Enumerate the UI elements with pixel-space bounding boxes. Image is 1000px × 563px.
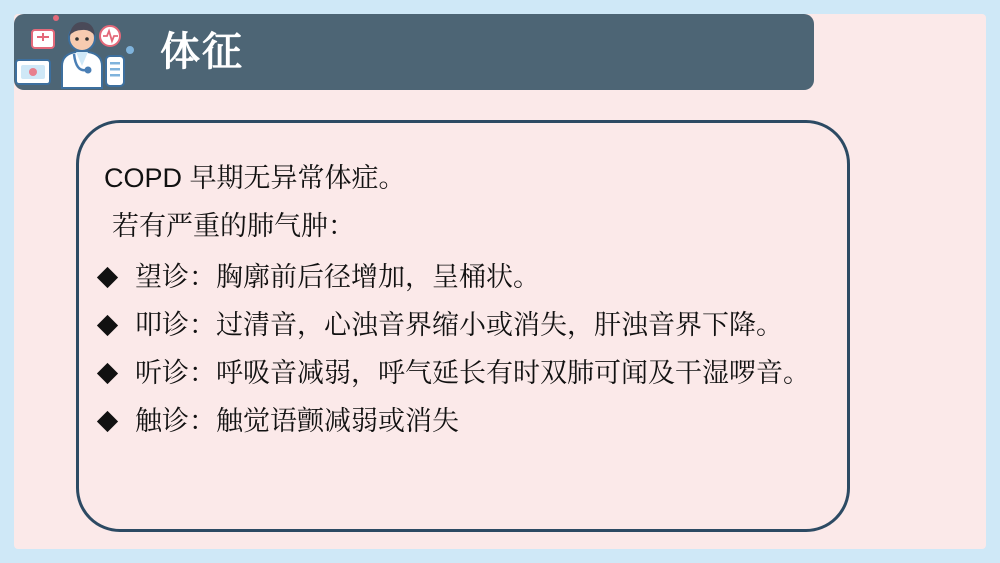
page-title: 体征 — [160, 30, 244, 74]
list-item — [100, 260, 540, 294]
list-item-label: 叩诊：过清音，心浊音界缩小或消失，肝浊音界下降。 — [135, 310, 783, 340]
diamond-bullet-icon — [97, 314, 118, 335]
paragraph-1: COPD 早期无异常体症。 — [104, 163, 406, 193]
list-item — [100, 404, 459, 438]
list-item — [100, 308, 783, 342]
diamond-bullet-icon — [97, 410, 118, 431]
list-item-label: 听诊：呼吸音减弱，呼气延长有时双肺可闻及干湿啰音。 — [135, 358, 810, 388]
list-item-label: 触诊：触觉语颤减弱或消失 — [135, 406, 459, 436]
list-item — [100, 356, 810, 390]
list-item-label: 望诊：胸廓前后径增加，呈桶状。 — [135, 262, 540, 292]
doctor-medical-illustration — [10, 10, 150, 94]
paragraph-2: 若有严重的肺气肿： — [112, 211, 355, 241]
diamond-bullet-icon — [97, 362, 118, 383]
diamond-bullet-icon — [97, 266, 118, 287]
